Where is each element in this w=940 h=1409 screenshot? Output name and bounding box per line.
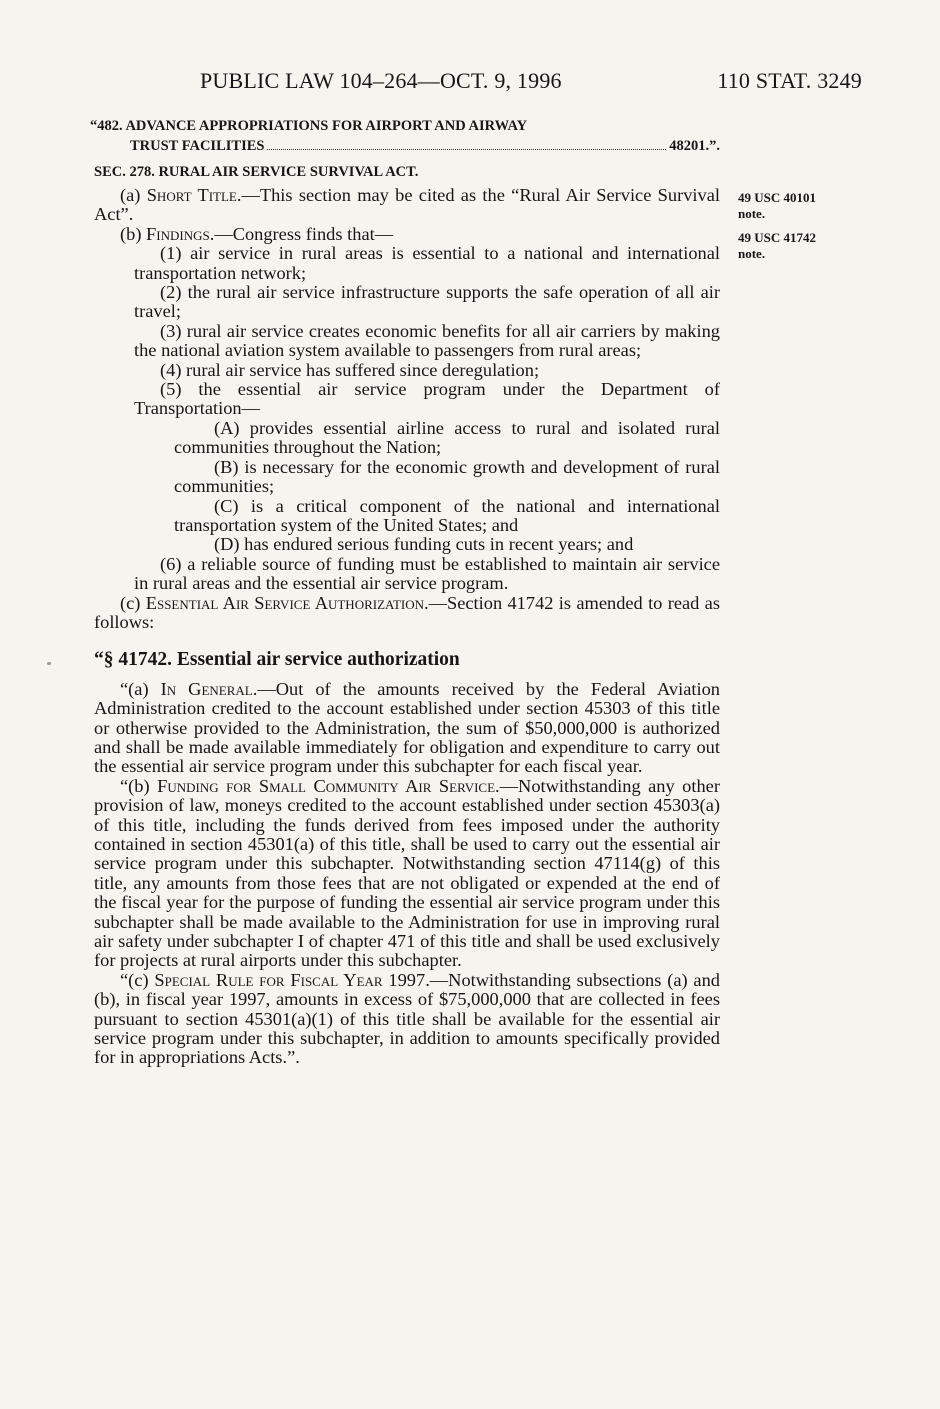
section-41742-title: “§ 41742. Essential air service authorization [94, 649, 460, 671]
finding-5-b: (B) is necessary for the economic growth and development of rural communities; [174, 456, 720, 497]
toc-entry-line2 [130, 138, 720, 155]
finding-4: (4) rural air service has suffered since deregulation; [160, 359, 540, 380]
margin-note-1-label: note. [738, 206, 766, 221]
margin-note-2-label: note. [738, 246, 766, 261]
toc-entry-line1: “482. ADVANCE APPROPRIATIONS FOR AIRPORT AND AIRWAY [90, 118, 528, 134]
toc-leader-dots [267, 149, 666, 150]
toc-entry-line2-text: TRUST FACILITIES [130, 138, 265, 154]
header-stat-citation: 110 STAT. 3249 [717, 68, 862, 93]
toc-entry-ref: 48201.”. [669, 138, 720, 154]
finding-5-a: (A) provides essential airline access to rural and isolated rural communities throughout the Nation; [174, 417, 720, 458]
scan-speck [47, 662, 51, 665]
finding-5: (5) the essential air service program under the Department of Transportation— [134, 379, 720, 419]
section-41742-c: “(c) Special Rule for Fiscal Year 1997.—Notwithstanding subsections (a) and (b), in fiscal year 1997, amounts in excess of $75,000,000 that are collected in fees pursuant to section 45301(a)(1) of this title shall be available for the essential air service program under this subchapter, in addition to amounts specifically provided for in appropriations Acts.”. [94, 969, 720, 1068]
finding-2: (2) the rural air service infrastructure supports the safe operation of all air travel; [134, 282, 720, 322]
section-41742-b: “(b) Funding for Small Community Air Service.—Notwithstanding any other provision of law, moneys credited to the account established under section 45303(a) of this title, including the funds derived from fees imposed under the authority contained in section 45301(a) of this title, shall be used to carry out the essential air service program under this subchapter. Notwithstanding section 47114(g) of this title, any amounts from those fees that are not obligated or expended at the end of the fiscal year for the purpose of funding the essential air service program under this subchapter shall be made available to the Administration for use in improving rural air safety under subchapter I of chapter 471 of this title and shall be used exclusively for projects at rural airports under this subchapter. [94, 775, 720, 971]
finding-5-c: (C) is a critical component of the national and international transportation system of the United States; and [174, 495, 720, 535]
finding-3: (3) rural air service creates economic benefits for all air carriers by making the national aviation system available to passengers from rural areas; [134, 320, 720, 361]
finding-6: (6) a reliable source of funding must be established to maintain air service in rural areas and the essential air service program. [134, 553, 720, 594]
margin-note-1 [738, 190, 816, 222]
header-title: PUBLIC LAW 104–264—OCT. 9, 1996 [200, 68, 562, 93]
subsection-c-authorization: (c) Essential Air Service Authorization.—Section 41742 is amended to read as follows: [94, 592, 720, 632]
subsection-b-findings: (b) Findings.—Congress finds that— [120, 223, 394, 244]
document-body [94, 186, 720, 1068]
finding-1: (1) air service in rural areas is essential to a national and international transportation network; [134, 243, 720, 283]
section-heading: SEC. 278. RURAL AIR SERVICE SURVIVAL ACT. [94, 164, 419, 180]
finding-5-d: (D) has endured serious funding cuts in recent years; and [214, 534, 634, 555]
page-header [0, 68, 940, 102]
section-41742-a: “(a) In General.—Out of the amounts received by the Federal Aviation Administration credited to the account established under section 45303 of this title or otherwise provided to the Administration, the sum of $50,000,000 is authorized and shall be made available immediately for obligation and expenditure to carry out the essential air service program under this subchapter for each fiscal year. [94, 678, 721, 777]
margin-note-2 [738, 230, 816, 262]
margin-note-1-cite: 49 USC 40101 [738, 190, 817, 205]
subsection-a-short-title: (a) Short Title.—This section may be cited as the “Rural Air Service Survival Act”. [94, 185, 720, 225]
margin-note-2-cite: 49 USC 41742 [738, 230, 817, 245]
